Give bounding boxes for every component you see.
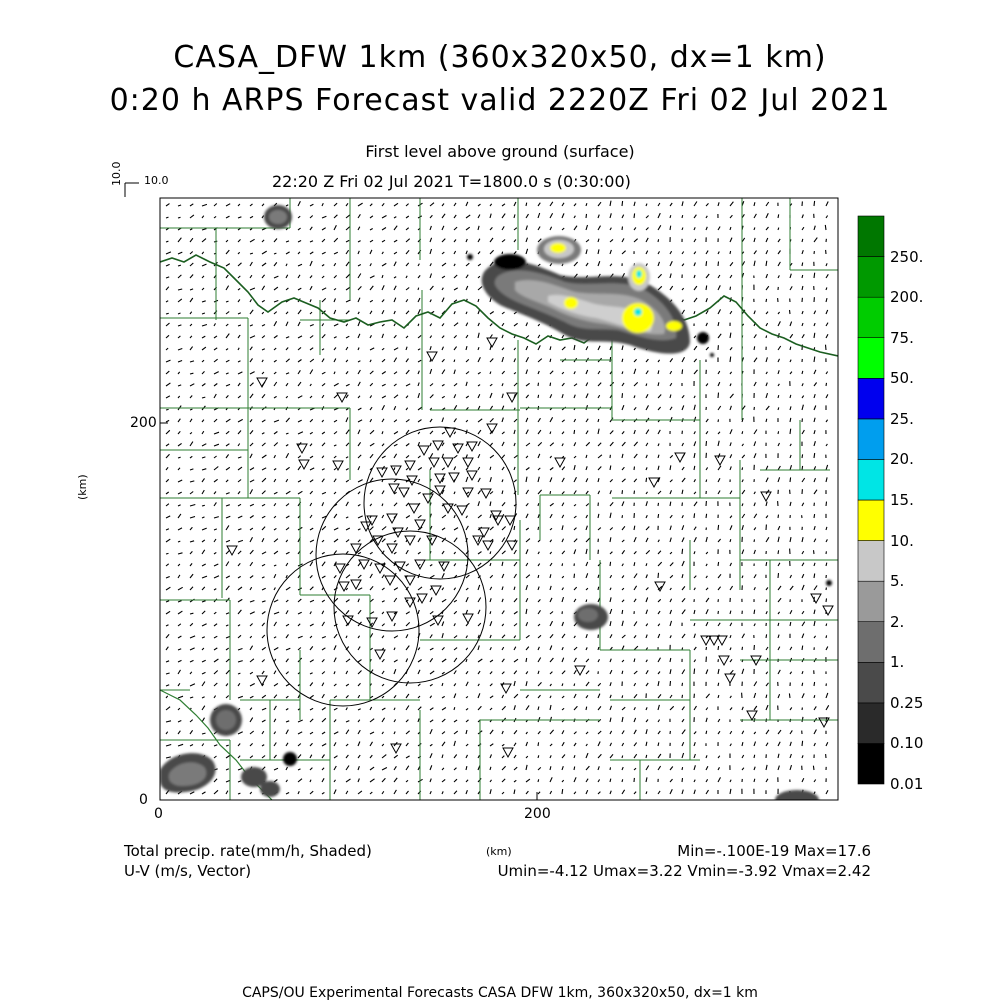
station-marker bbox=[373, 536, 383, 545]
station-marker bbox=[409, 504, 419, 513]
station-marker bbox=[433, 441, 443, 450]
colorbar-label: 0.25 bbox=[890, 694, 924, 712]
station-marker bbox=[375, 650, 385, 659]
station-marker bbox=[747, 711, 757, 720]
colorbar-label: 0.01 bbox=[890, 775, 924, 793]
title-line-1: CASA_DFW 1km (360x320x50, dx=1 km) bbox=[173, 40, 827, 75]
y-tick-0: 0 bbox=[139, 792, 148, 808]
x-axis-unit: (km) bbox=[486, 845, 512, 858]
colorbar-swatch bbox=[858, 419, 884, 460]
y-tick-200: 200 bbox=[130, 415, 157, 431]
station-marker bbox=[649, 478, 659, 487]
colorbar-swatch bbox=[858, 500, 884, 541]
station-marker bbox=[719, 656, 729, 665]
station-marker bbox=[387, 544, 397, 553]
station-marker bbox=[457, 506, 467, 515]
colorbar-swatch bbox=[858, 743, 884, 784]
station-marker bbox=[391, 744, 401, 753]
colorbar-label: 5. bbox=[890, 572, 905, 590]
station-marker bbox=[359, 560, 369, 569]
station-marker bbox=[351, 580, 361, 589]
station-marker bbox=[467, 442, 477, 451]
colorbar-label: 10. bbox=[890, 532, 914, 550]
station-marker bbox=[445, 428, 455, 437]
station-marker bbox=[503, 748, 513, 757]
station-marker bbox=[443, 458, 453, 467]
footer-credit: CAPS/OU Experimental Forecasts CASA DFW 1km, 360x320x50, dx=1 km bbox=[242, 985, 758, 1001]
station-marker bbox=[227, 546, 237, 555]
station-marker bbox=[823, 606, 833, 615]
station-marker bbox=[555, 458, 565, 467]
x-tick-200: 200 bbox=[524, 806, 551, 822]
station-marker bbox=[427, 352, 437, 361]
station-marker bbox=[423, 494, 433, 503]
colorbar-swatch bbox=[858, 662, 884, 703]
station-marker bbox=[387, 514, 397, 523]
station-marker bbox=[811, 594, 821, 603]
station-marker bbox=[257, 676, 267, 685]
station-marker bbox=[299, 460, 309, 469]
station-marker bbox=[361, 522, 371, 531]
colorbar-label: 50. bbox=[890, 369, 914, 387]
station-marker bbox=[385, 576, 395, 585]
y-axis-unit: (km) bbox=[76, 474, 89, 500]
colorbar-swatch bbox=[858, 541, 884, 582]
precipitation-cells bbox=[160, 205, 832, 810]
station-marker bbox=[415, 520, 425, 529]
time-subtitle: 22:20 Z Fri 02 Jul 2021 T=1800.0 s (0:30:00) bbox=[272, 172, 631, 191]
colorbar-swatch bbox=[858, 297, 884, 338]
colorbar-swatch bbox=[858, 338, 884, 379]
station-marker bbox=[333, 461, 343, 470]
station-marker bbox=[431, 586, 441, 595]
colorbar-label: 2. bbox=[890, 613, 905, 631]
colorbar-label: 25. bbox=[890, 410, 914, 428]
precip-caption: Total precip. rate(mm/h, Shaded) bbox=[124, 842, 372, 860]
title-line-2: 0:20 h ARPS Forecast valid 2220Z Fri 02 Jul 2021 bbox=[109, 83, 891, 118]
colorbar-swatch bbox=[858, 459, 884, 500]
station-marker bbox=[367, 516, 377, 525]
station-marker bbox=[419, 446, 429, 455]
colorbar-label: 0.10 bbox=[890, 734, 924, 752]
station-marker bbox=[467, 471, 477, 480]
min-max-readout: Min=-.100E-19 Max=17.6 bbox=[677, 842, 871, 860]
station-marker bbox=[725, 674, 735, 683]
colorbar-swatch bbox=[858, 257, 884, 298]
colorbar-swatch bbox=[858, 378, 884, 419]
station-marker bbox=[463, 614, 473, 623]
station-marker bbox=[335, 564, 345, 573]
station-marker bbox=[463, 458, 473, 467]
station-marker bbox=[427, 536, 437, 545]
colorbar-swatch bbox=[858, 703, 884, 744]
station-marker bbox=[351, 544, 361, 553]
colorbar-label: 1. bbox=[890, 653, 905, 671]
x-tick-0: 0 bbox=[154, 806, 163, 822]
station-marker bbox=[389, 484, 399, 493]
colorbar-label: 20. bbox=[890, 450, 914, 468]
colorbar-label: 250. bbox=[890, 248, 924, 266]
station-marker bbox=[487, 338, 497, 347]
vector-key-label-horizontal: 10.0 bbox=[144, 174, 169, 187]
colorbar-label: 15. bbox=[890, 491, 914, 509]
colorbar-swatch bbox=[858, 581, 884, 622]
vector-key-label-vertical: 10.0 bbox=[110, 161, 123, 186]
vector-key bbox=[110, 162, 169, 198]
vector-caption: U-V (m/s, Vector) bbox=[124, 862, 252, 880]
station-marker bbox=[715, 456, 725, 465]
level-subtitle: First level above ground (surface) bbox=[365, 142, 635, 161]
station-marker bbox=[391, 466, 401, 475]
colorbar-label: 75. bbox=[890, 329, 914, 347]
station-marker bbox=[483, 541, 493, 550]
colorbar-swatch bbox=[858, 216, 884, 257]
colorbar bbox=[858, 216, 884, 784]
station-marker bbox=[339, 582, 349, 591]
colorbar-swatch bbox=[858, 622, 884, 663]
station-marker bbox=[481, 489, 491, 498]
station-marker bbox=[367, 618, 377, 627]
station-marker bbox=[399, 488, 409, 497]
station-marker bbox=[655, 582, 665, 591]
station-marker bbox=[429, 458, 439, 467]
uv-range-readout: Umin=-4.12 Umax=3.22 Vmin=-3.92 Vmax=2.42 bbox=[497, 862, 871, 880]
station-marker bbox=[819, 718, 829, 727]
station-marker bbox=[675, 453, 685, 462]
station-marker bbox=[337, 393, 347, 402]
station-marker bbox=[507, 541, 517, 550]
station-marker bbox=[405, 461, 415, 470]
colorbar-label: 200. bbox=[890, 288, 924, 306]
